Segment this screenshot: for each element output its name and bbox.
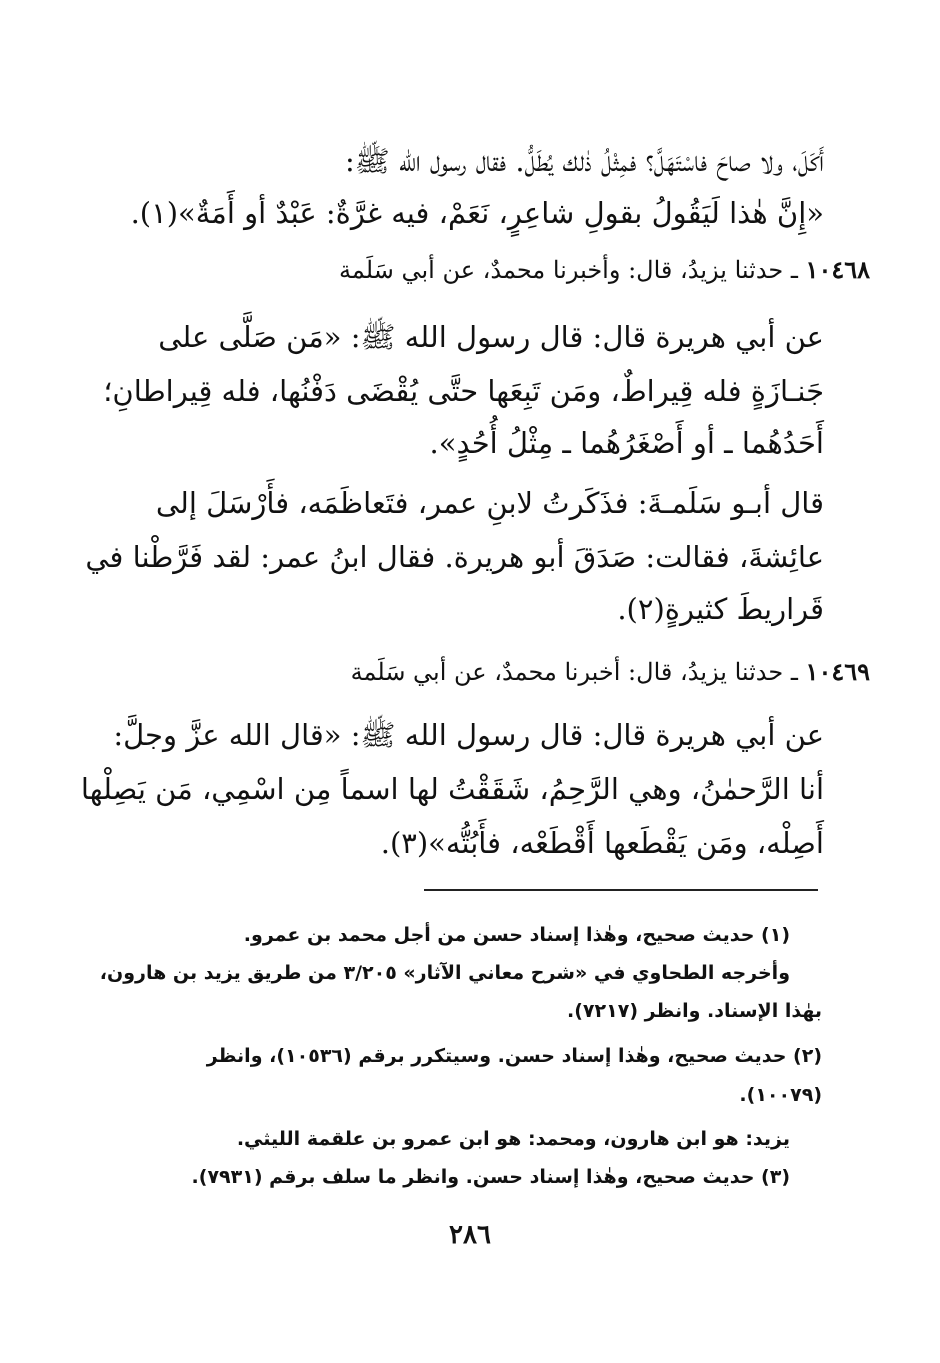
page-number: ٢٨٦	[449, 1220, 491, 1250]
hadith-heading-10469	[351, 652, 870, 692]
text-line: «إِنَّ هٰذا لَيَقُولُ بقولِ شاعِرٍ، نَعَمْ، فيه غرَّةٌ: عَبْدٌ أو أَمَةٌ»(١).	[130, 196, 824, 230]
footnote-line: وأخرجه الطحاوي في «شرح معاني الآثار» ٣/٢٠٥ من طريق يزيد بن هارون،	[99, 962, 790, 984]
footnote-separator	[424, 889, 818, 891]
text-line: عن أبي هريرة قال: قال رسول الله ﷺ: «قال الله عزَّ وجلَّ:	[113, 718, 824, 752]
text-line: قَراريطَ كثيرةٍ(٢).	[617, 592, 824, 626]
footnote-line: (١) حديث صحيح، وهٰذا إسناد حسن من أجل محمد بن عمرو.	[243, 924, 790, 946]
text-line: أنا الرَّحمٰنُ، وهي الرَّحِمُ، شَقَقْتُ لها اسماً مِن اسْمِي، مَن يَصِلْها	[80, 772, 824, 806]
text-line: قال أبـو سَلَمـةَ: فذَكَرتُ لابنِ عمر، فتَعاظَمَه، فأَرْسَلَ إلى	[155, 486, 824, 520]
text-line: أَحَدُهُما ـ أو أَصْغَرُهُما ـ مِثْلُ أُحُدٍ».	[429, 426, 824, 460]
hadith-chain: ـ حدثنا يزيدُ، قال: أخبرنا محمدٌ، عن أبي سَلَمة	[350, 658, 798, 686]
footnote-line: (٣) حديث صحيح، وهٰذا إسناد حسن. وانظر ما سلف برقم (٧٩٣١).	[191, 1166, 790, 1188]
text-line: عائِشةَ، فقالت: صَدَقَ أبو هريرة. فقال ابنُ عمر: لقد فَرَّطْنا في	[85, 540, 824, 574]
footnote-line: (٢) حديث صحيح، وهٰذا إسناد حسن. وسيتكرر برقم (١٠٥٣٦)، وانظر	[206, 1045, 822, 1067]
footnote-line: بهٰذا الإسناد. وانظر (٧٢١٧).	[567, 1000, 822, 1022]
text-line: جَنـازَةٍ فله قِيراطٌ، ومَن تَبِعَها حتَّى يُقْضَى دَفْنُها، فله قِيراطانِ؛	[103, 374, 824, 408]
hadith-number: ١٠٤٦٨	[805, 255, 870, 284]
text-line: عن أبي هريرة قال: قال رسول الله ﷺ: «مَن صَلَّى على	[158, 320, 824, 354]
footnote-line: يزيد: هو ابن هارون، ومحمد: هو ابن عمرو بن علقمة الليثي.	[236, 1128, 790, 1150]
text-line: أَصِلْه، ومَن يَقْطَعها أَقْطَعْه، فأَبُتُّه»(٣).	[380, 826, 824, 860]
text-line: أَكَلَ، ولا صاحَ فاسْتَهَلَّ؟ فمِثْلُ ذٰلك يُطَلُّ. فقال رسول الله ﷺ:	[344, 144, 824, 178]
hadith-heading-10468	[339, 250, 870, 290]
hadith-chain: ـ حدثنا يزيدُ، قال: وأخبرنا محمدٌ، عن أبي سَلَمة	[339, 256, 798, 284]
footnote-line: (١٠٠٧٩).	[739, 1084, 822, 1106]
hadith-number: ١٠٤٦٩	[805, 657, 870, 686]
